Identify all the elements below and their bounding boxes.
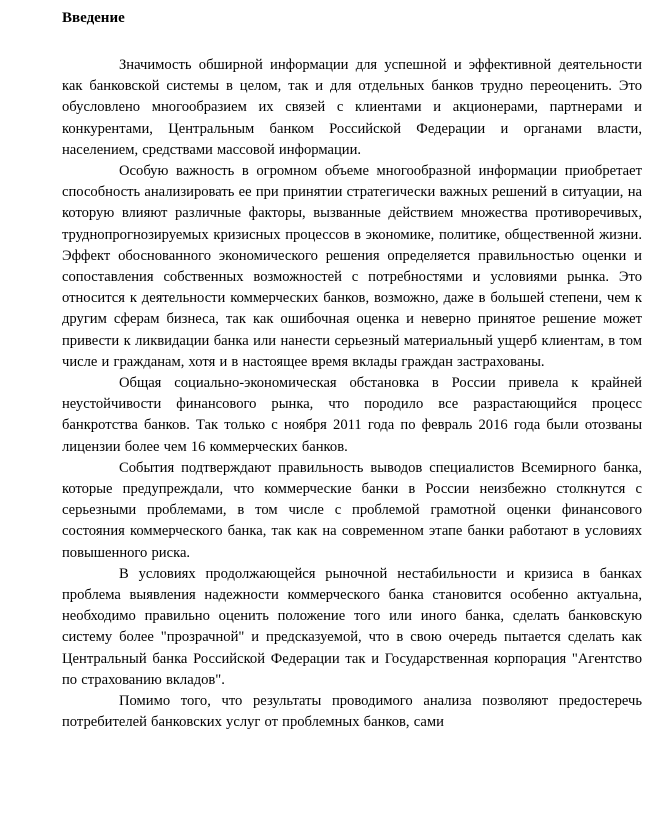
paragraph: В условиях продолжающейся рыночной нестабильности и кризиса в банках проблема выявления надежности коммерческого банка становится особенно актуальна, необходимо правильно оценить положение того или иного банка, сделать банковскую систему более "прозрачной" и предсказуемой, что в свою очередь пытается сделать как Центральный банка Российской Федерации так и Государственная корпорация "Агентство по страхованию вкладов". <box>62 565 642 688</box>
paragraph: Особую важность в огромном объеме многообразной информации приобретает способность анализировать ее при принятии стратегически важных решений в ситуации, на которую влияют различные факторы, вызванные действием множества противоречивых, труднопрогнозируемых кризисных процессов в экономике, политике, общественной жизни. Эффект обоснованного экономического решения определяется правильностью оценки и сопоставления собственных возможностей с потребностями и условиями рынка. Это относится к деятельности коммерческих банков, возможно, даже в большей степени, чем к другим сферам бизнеса, так как ошибочная оценка и неверно принятое решение может привести к ликвидации банка или нанести серьезный материальный ущерб клиентам, в том числе и гражданам, хотя и в настоящее время вклады граждан застрахованы. <box>62 163 642 370</box>
paragraph: Общая социально-экономическая обстановка в России привела к крайней неустойчивости финансового рынка, что породило все разрастающийся процесс банкротства банков. Так только с ноября 2011 года по февраль 2016 года были отозваны лицензии более чем 16 коммерческих банков. <box>62 375 642 455</box>
paragraph: Значимость обширной информации для успешной и эффективной деятельности как банковской системы в целом, так и для отдельных банков трудно переоценить. Это обусловлено многообразием их связей с клиентами и акционерами, партнерами и конкурентами, Центральным банком Российской Федерации и органами власти, населением, средствами массовой информации. <box>62 57 642 158</box>
paragraph: Помимо того, что результаты проводимого анализа позволяют предостеречь потребителей банковских услуг от проблемных банков, сами <box>62 693 642 731</box>
document-title: Введение <box>62 10 125 26</box>
paragraph: События подтверждают правильность выводов специалистов Всемирного банка, которые предупреждали, что коммерческие банки в России неизбежно столкнутся с серьезными проблемами, в том числе с проблемой грамотной оценки финансового состояния коммерческого банка, так как на современном этапе банки работают в условиях повышенного риска. <box>62 459 642 561</box>
